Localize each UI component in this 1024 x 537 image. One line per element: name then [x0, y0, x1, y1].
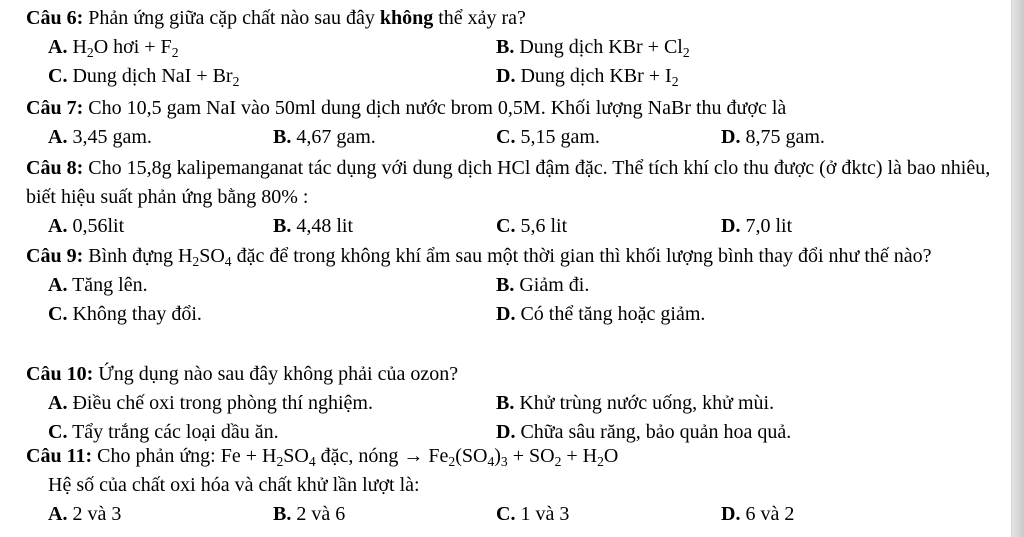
question-text: thể xảy ra? — [433, 7, 526, 29]
option-label: A. — [48, 392, 68, 414]
option-b — [496, 389, 774, 418]
option-text: H — [67, 36, 87, 58]
option-label: C. — [48, 65, 68, 87]
question-8-stem — [26, 154, 998, 212]
question-text: O — [603, 445, 619, 467]
option-label: D. — [721, 503, 741, 525]
option-row — [26, 271, 998, 300]
subscript: 2 — [671, 74, 679, 90]
subscript: 3 — [500, 454, 508, 470]
question-number: Câu 6: — [26, 7, 84, 29]
option-b — [273, 123, 376, 152]
option-c — [496, 123, 600, 152]
option-text: Tẩy trắng các loại dầu ăn. — [67, 421, 279, 443]
option-a — [48, 500, 121, 529]
subscript: 2 — [232, 74, 240, 90]
option-text: 2 và 6 — [291, 503, 346, 525]
option-a — [48, 271, 148, 300]
subscript: 4 — [308, 454, 316, 470]
option-row — [26, 300, 998, 329]
option-text: Dung dịch KBr + I — [515, 65, 672, 87]
option-label: B. — [273, 215, 292, 237]
option-label: D. — [721, 126, 741, 148]
option-b — [496, 33, 690, 62]
option-row — [26, 33, 998, 62]
option-label: B. — [496, 274, 515, 296]
option-row — [26, 389, 998, 418]
option-label: C. — [48, 421, 68, 443]
question-number: Câu 11: — [26, 445, 93, 467]
option-text: Không thay đổi. — [67, 303, 202, 325]
option-row — [26, 62, 998, 91]
subscript: 4 — [224, 254, 232, 270]
question-text: đặc để trong không khí ẩm sau một thời gian thì khối lượng bình thay đổi như thế nào? — [231, 245, 932, 267]
question-6 — [26, 4, 998, 91]
option-b — [496, 271, 589, 300]
question-8 — [26, 154, 998, 241]
question-9-stem — [26, 242, 998, 271]
option-label: A. — [48, 274, 68, 296]
question-text: SO — [199, 245, 225, 267]
option-text: 7,0 lit — [740, 215, 793, 237]
subscript: 2 — [171, 45, 179, 61]
option-text: Điều chế oxi trong phòng thí nghiệm. — [67, 392, 373, 414]
option-label: A. — [48, 36, 68, 58]
option-b — [273, 500, 345, 529]
question-number: Câu 8: — [26, 157, 84, 179]
option-label: B. — [496, 392, 515, 414]
option-a — [48, 389, 373, 418]
question-11-line2: Hệ số của chất oxi hóa và chất khử lần lượt là: — [48, 474, 420, 496]
question-text: Phản ứng giữa cặp chất nào sau đây — [83, 7, 380, 29]
option-label: B. — [273, 126, 292, 148]
option-text: O hơi + F — [93, 36, 172, 58]
option-d — [496, 62, 679, 91]
option-d — [721, 212, 792, 241]
question-text: Ứng dụng nào sau đây không phải của ozon? — [93, 363, 459, 385]
option-label: A. — [48, 503, 68, 525]
option-row — [26, 123, 998, 152]
option-text: Khử trùng nước uống, khử mùi. — [514, 392, 775, 414]
subscript: 4 — [487, 454, 495, 470]
option-text: 5,6 lit — [515, 215, 568, 237]
question-text: ) — [494, 445, 501, 467]
question-text: Cho 15,8g kalipemanganat tác dụng với dung dịch HCl đậm đặc. Thể tích khí clo thu được (ở đktc) là bao nhiêu, biết hiệu suất phản ứng bằng 80% : — [26, 157, 991, 208]
option-text: 0,56lit — [67, 215, 125, 237]
question-11-stem — [26, 442, 998, 471]
question-10-stem — [26, 360, 998, 389]
subscript: 2 — [448, 454, 456, 470]
option-row — [26, 212, 998, 241]
question-text: Bình đựng H — [83, 245, 193, 267]
subscript: 2 — [86, 45, 94, 61]
option-text: Chữa sâu răng, bảo quản hoa quả. — [515, 421, 792, 443]
option-label: B. — [273, 503, 292, 525]
question-text: + SO — [507, 445, 555, 467]
question-text: (SO — [455, 445, 488, 467]
option-text: 5,15 gam. — [515, 126, 600, 148]
option-d — [496, 300, 705, 329]
question-text: + H — [561, 445, 598, 467]
option-label: C. — [48, 303, 68, 325]
option-text: 4,48 lit — [291, 215, 354, 237]
option-text: Dung dịch NaI + Br — [67, 65, 233, 87]
option-d — [721, 500, 794, 529]
option-text: 6 và 2 — [740, 503, 795, 525]
subscript: 2 — [597, 454, 604, 470]
option-text: 3,45 gam. — [67, 126, 152, 148]
option-label: C. — [496, 215, 516, 237]
option-text: Có thể tăng hoặc giảm. — [515, 303, 706, 325]
option-c — [48, 300, 202, 329]
option-label: C. — [496, 503, 516, 525]
subscript: 2 — [554, 454, 562, 470]
option-label: D. — [496, 303, 516, 325]
scrollbar[interactable] — [1011, 0, 1024, 537]
option-text: Dung dịch KBr + Cl — [514, 36, 683, 58]
question-10 — [26, 360, 998, 447]
question-text: Cho 10,5 gam NaI vào 50ml dung dịch nước brom 0,5M. Khối lượng NaBr thu được là — [83, 97, 787, 119]
option-label: A. — [48, 215, 68, 237]
option-a — [48, 123, 152, 152]
question-number: Câu 9: — [26, 245, 84, 267]
question-6-stem — [26, 4, 998, 33]
question-7 — [26, 94, 998, 152]
option-label: A. — [48, 126, 68, 148]
question-number: Câu 7: — [26, 97, 84, 119]
question-text: Cho phản ứng: Fe + H — [92, 445, 277, 467]
option-c — [496, 212, 567, 241]
question-text: đặc, nóng → Fe — [315, 445, 449, 467]
option-text: Tăng lên. — [67, 274, 148, 296]
question-emphasis: không — [379, 7, 434, 29]
question-7-stem — [26, 94, 998, 123]
option-b — [273, 212, 353, 241]
option-d — [721, 123, 825, 152]
option-a — [48, 33, 178, 62]
subscript: 2 — [682, 45, 690, 61]
option-row — [26, 500, 998, 529]
option-text: 8,75 gam. — [740, 126, 825, 148]
subscript: 2 — [276, 454, 284, 470]
option-text: Giảm đi. — [514, 274, 590, 296]
question-number: Câu 10: — [26, 363, 94, 385]
option-text: 2 và 3 — [67, 503, 122, 525]
question-11 — [26, 442, 998, 529]
question-9 — [26, 242, 998, 329]
option-text: 1 và 3 — [515, 503, 570, 525]
option-c — [48, 62, 239, 91]
option-text: 4,67 gam. — [291, 126, 376, 148]
option-label: B. — [496, 36, 515, 58]
option-label: D. — [496, 421, 516, 443]
option-label: D. — [721, 215, 741, 237]
option-a — [48, 212, 124, 241]
question-text: SO — [283, 445, 309, 467]
option-label: C. — [496, 126, 516, 148]
option-c — [496, 500, 569, 529]
option-label: D. — [496, 65, 516, 87]
subscript: 2 — [192, 254, 200, 270]
